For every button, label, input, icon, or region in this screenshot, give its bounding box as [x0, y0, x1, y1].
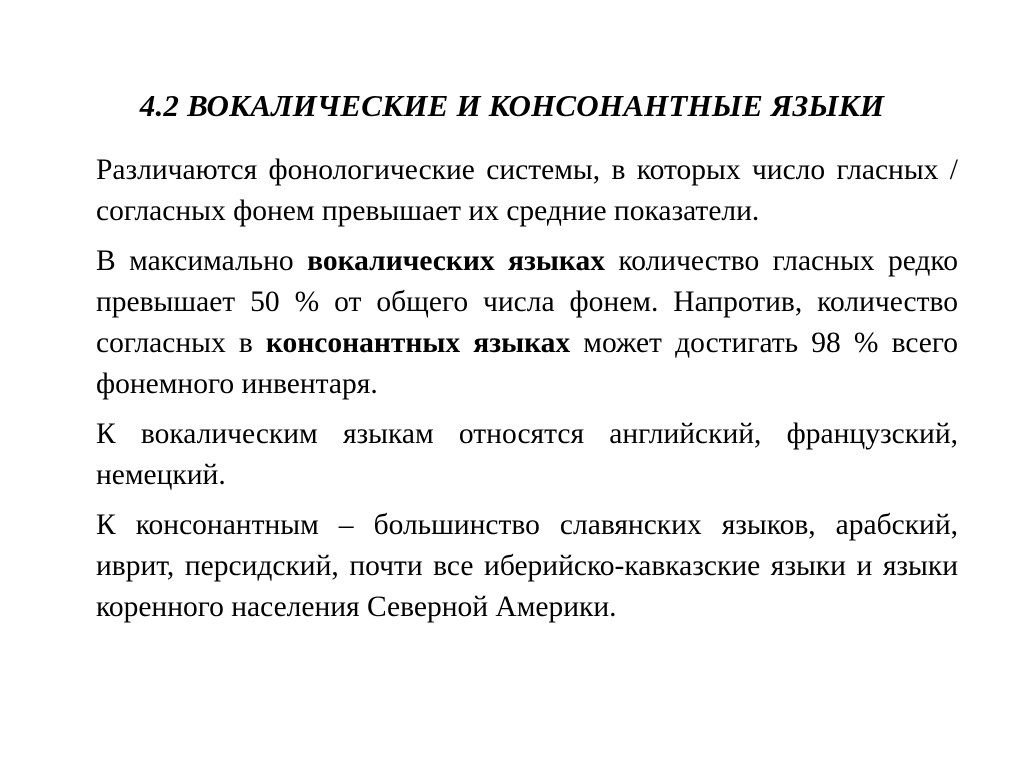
- paragraph-text: Различаются фонологические системы, в которых число гласных / согласных фонем превышает их средние показатели.: [96, 154, 958, 227]
- paragraph-text-end: может достигать 98 % всего фонемного инвентаря.: [96, 327, 958, 400]
- paragraph-consonantal-examples: [96, 505, 958, 628]
- paragraph-vowel-consonant-ratio: [96, 241, 958, 405]
- slide-body: [96, 150, 958, 637]
- paragraph-text: К вокалическим языкам относятся английский, французский, немецкий.: [96, 418, 958, 491]
- term-vocalic-languages: вокалических языках: [307, 245, 605, 277]
- paragraph-text-start: В максимально: [96, 245, 308, 277]
- paragraph-text-middle: количество гласных редко превышает 50 % от общего числа фонем. Напротив, количество согласных в: [96, 245, 958, 359]
- paragraph-phonological-systems: [96, 150, 958, 232]
- paragraph-text: К консонантным – большинство славянских языков, арабский, иврит, персидский, почти все иберийско-кавказские языки и языки коренного населения Северной Америки.: [96, 509, 958, 623]
- slide-title: 4.2 ВОКАЛИЧЕСКИЕ И КОНСОНАНТНЫЕ ЯЗЫКИ: [139, 88, 885, 123]
- term-consonantal-languages: консонантных языках: [265, 327, 571, 359]
- paragraph-vocalic-examples: [96, 414, 958, 496]
